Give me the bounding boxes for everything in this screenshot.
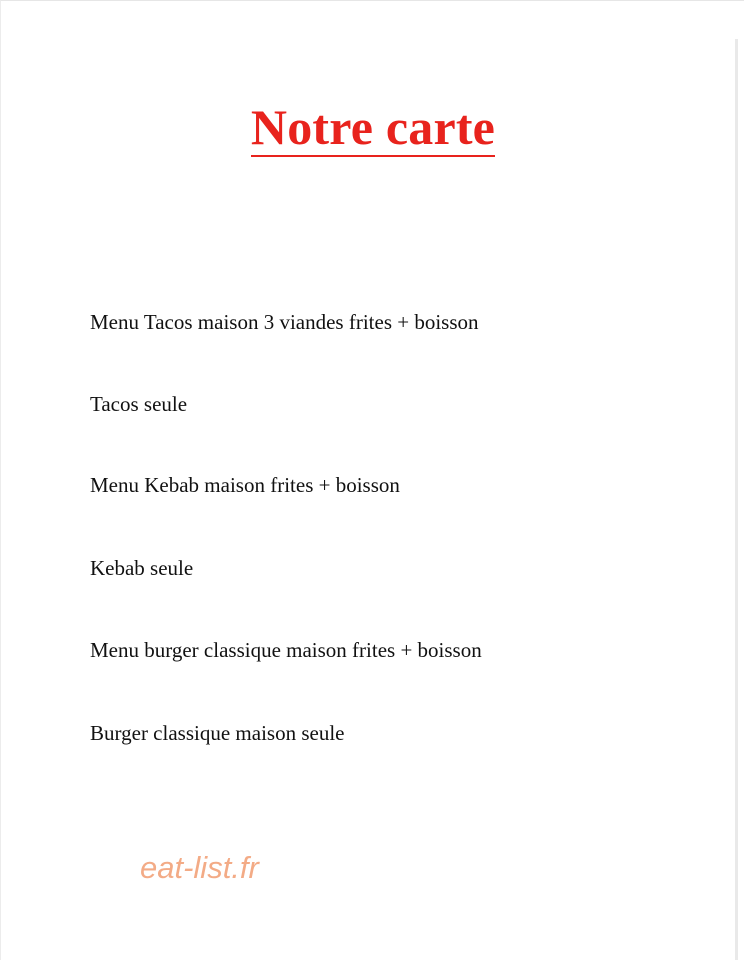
menu-item-tacos-seule: Tacos seule [90,392,188,416]
menu-item-kebab-menu: Menu Kebab maison frites + boisson [90,473,400,497]
page-edge-shadow [735,39,738,960]
menu-item-tacos-menu: Menu Tacos maison 3 viandes frites + boisson [90,310,479,334]
menu-item-kebab-seule: Kebab seule [90,556,194,580]
menu-item-burger-seule: Burger classique maison seule [90,721,345,745]
page-title-text: Notre carte [250,99,496,155]
menu-item-burger-menu: Menu burger classique maison frites + boisson [90,638,482,662]
page-title [1,97,744,157]
watermark-logo: eat-list.fr [140,850,259,885]
